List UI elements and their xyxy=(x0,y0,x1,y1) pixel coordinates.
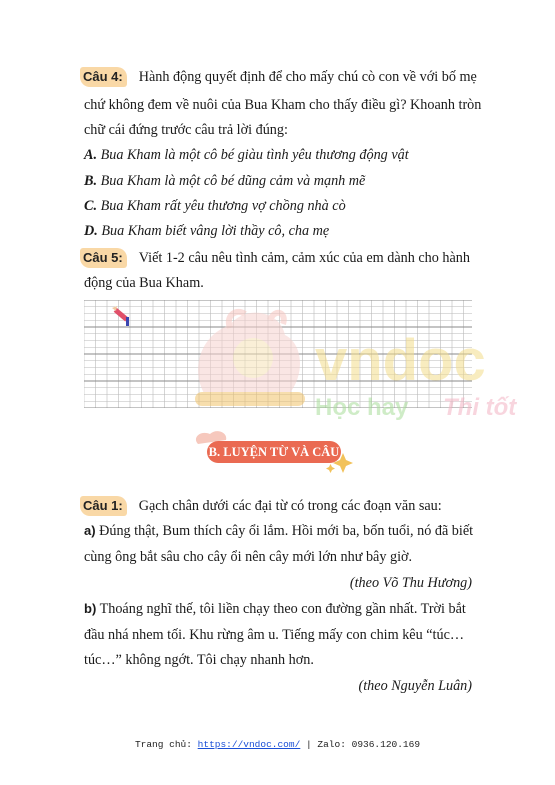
q4-option-d: D. Bua Kham biết vâng lời thầy cô, cha mẹ xyxy=(84,223,330,239)
q1-part-b-source: (theo Nguyễn Luân) xyxy=(358,678,472,694)
q1-part-b-line-3: túc…” không ngớt. Tôi chạy nhanh hơn. xyxy=(84,652,314,668)
part-b-prefix: b) xyxy=(84,601,97,616)
writing-grid[interactable] xyxy=(84,300,472,408)
watermark-brand: vndoc xyxy=(315,328,486,393)
watermark-slogan-2: Thi tốt xyxy=(443,394,517,421)
pencil-icon xyxy=(112,306,129,326)
q4-option-a: A. Bua Kham là một cô bé giàu tình yêu thương động vật xyxy=(84,147,409,163)
q5-text-1: Viết 1-2 câu nêu tình cảm, cảm xúc của em dành cho hành xyxy=(138,250,470,266)
grid-lines xyxy=(84,300,472,408)
q1-label: Câu 1: xyxy=(80,496,127,516)
footer-home-link[interactable]: https://vndoc.com/ xyxy=(197,739,301,750)
part-a-prefix: a) xyxy=(84,523,96,538)
q4-text-3: chữ cái đứng trước câu trả lời đúng: xyxy=(84,122,288,138)
watermark-slogan-1: Học hay xyxy=(315,394,409,421)
footer xyxy=(0,739,555,750)
q5-label: Câu 5: xyxy=(80,248,127,268)
q1-part-a-source: (theo Võ Thu Hương) xyxy=(349,575,472,591)
q4-label: Câu 4: xyxy=(80,67,127,87)
footer-home-label: Trang chủ: xyxy=(134,739,192,750)
q1-part-a-line-1: a) Đúng thật, Bum thích cây ổi lắm. Hồi mới ba, bốn tuổi, nó đã biết xyxy=(84,523,474,539)
q1-part-a-line-2: cùng ông bắt sâu cho cây ổi nên cây mới lớn như bây giờ. xyxy=(84,549,413,565)
section-b-title: B. LUYỆN TỪ VÀ CÂU xyxy=(207,441,341,463)
q1-part-b-line-2: đầu nhá nhem tối. Khu rừng âm u. Tiếng mấy con chim kêu “túc… xyxy=(84,627,465,643)
q5-line-1 xyxy=(84,248,472,268)
q5-text-2: động của Bua Kham. xyxy=(84,275,204,291)
q1-text: Gạch chân dưới các đại từ có trong các đoạn văn sau: xyxy=(138,498,442,514)
q4-line-1 xyxy=(83,67,477,87)
q1-line xyxy=(84,496,472,516)
footer-separator: | xyxy=(306,739,312,750)
q4-option-c: C. Bua Kham rất yêu thương vợ chồng nhà cò xyxy=(84,198,346,214)
q4-text-2: chứ không đem về nuôi của Bua Kham cho thấy điều gì? Khoanh tròn xyxy=(84,97,482,113)
footer-zalo: Zalo: 0936.120.169 xyxy=(317,739,421,750)
q4-text-1: Hành động quyết định để cho mấy chú cò con về với bố mẹ xyxy=(138,69,477,85)
q1-part-b-line-1: b) Thoáng nghĩ thế, tôi liền chạy theo con đường gần nhất. Trời bắt xyxy=(84,601,466,617)
q4-option-b: B. Bua Kham là một cô bé dũng cảm và mạnh mẽ xyxy=(84,173,366,189)
